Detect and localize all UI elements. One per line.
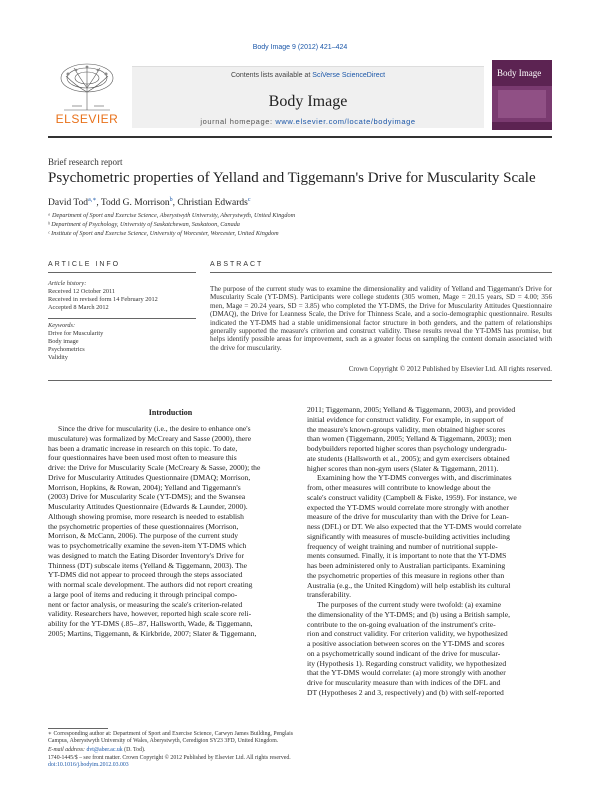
text-line: Morrison, & McCann, 2006). The purpose of the current study [48,531,239,541]
text-line: Although showing promise, more research is needed to establish [48,511,244,521]
text-line: (2003) Drive for Muscularity Scale (YT-DMS); and the Swansea [48,492,246,502]
journal-title: Body Image [268,93,348,110]
masthead-divider [48,136,552,138]
text-line: with normal scale development. The authors did not report creating [48,580,253,589]
email-link[interactable]: dvt@aber.ac.uk [86,747,123,753]
masthead [48,60,552,130]
introduction-heading: Introduction [148,408,193,417]
cover-figure [498,90,546,118]
email-line [48,747,552,755]
text-line: ness (DFL) or DT. We also expected that the YT-DMS would correlate [307,522,522,531]
text-line: Morrison, Hopkins, & Rowan, 2004); Yelland and Tiggemann's [48,482,241,492]
text-line: the psychometric properties of these questionnaires (Morrison, [48,521,239,531]
text-line: has been a dramatic increase in research on this topic. To date, [48,443,238,453]
text-line: Australia (e.g., the United Kingdom) will help establish its cultural [307,580,511,590]
keyword: Body image [48,338,79,345]
doi-link[interactable]: doi:10.1016/j.bodyim.2012.03.003 [48,762,129,768]
corresponding-author-footnote [48,731,293,745]
author-name: David Tod [48,198,89,209]
article-title: Psychometric properties of Yelland and Tiggemann's Drive for Muscularity Scale [48,170,536,186]
keywords [48,322,196,362]
keyword: Psychometrics [48,346,85,353]
text-line: Thinness (DT) subscale items (Yelland & Tiggemann, 2003). The [48,560,248,570]
sciencedirect-link[interactable]: SciVerse ScienceDirect [312,72,386,79]
text-line: ability for the YT-DMS (.85–.87, Hallsworth, Wade, & Tiggemann, [48,619,253,628]
right-column [307,405,552,698]
cover-title: Body Image [497,68,542,78]
text-line: has been administered only to Australian participants. Examining [307,561,506,570]
text-line: musculature) was formalized by McCreary and Sasse (2000), there [48,433,252,443]
text-line: that the YT-DMS would correlate: (a) more strongly with another [307,668,506,678]
text-line: was designed to match the Eating Disorder Inventory's Drive for [48,550,245,560]
text-line: ments consumed. Finally, it is important to note that the YT-DMS [307,551,507,561]
contents-line [132,72,484,79]
footnote-rule [48,728,108,729]
history-item: Accepted 8 March 2012 [48,304,109,311]
author-name: Christian Edwards [177,198,248,209]
text-line: drive for muscularity measure than with indices of the DFL and [307,678,501,687]
text-line: than women (Tiggemann, 2005; Yelland & Tiggemann, 2003); men [307,434,512,444]
text-line: DT (Hypotheses 2 and 3, respectively) and (b) with self-reported [307,687,504,697]
journal-cover-image[interactable] [492,60,552,130]
text-line: Examining how the YT-DMS converges with, and discriminates [317,473,512,483]
contents-prefix: Contents lists available at [230,72,313,79]
text-line: drive: the Drive for Muscularity Scale (McCreary & Sasse, 2000); the [48,463,261,472]
text-line: validity. Researchers have, however, reported high scale score reli- [48,609,252,619]
author-affiliation-mark[interactable]: c [247,197,251,203]
text-line: expected the YT-DMS would correlate more strongly with another [307,502,509,512]
journal-reference[interactable]: Body Image 9 (2012) 421–424 [252,44,348,51]
text-line: a positive association between scores on the YT-DMS and scores [307,639,505,648]
abstract-rule [210,272,552,273]
text-line: the measure's known-groups validity, men obtained higher scores [307,424,506,434]
text-line: ity (Hypothesis 1). Regarding construct validity, we hypothesized [307,658,507,668]
history-label: Article history: [48,280,87,287]
publisher-name: ELSEVIER [55,112,119,126]
elsevier-tree-icon [54,62,120,112]
email-suffix: (D. Tod). [122,747,146,753]
text-line: a large pool of items and reducing it through principal compo- [48,589,238,599]
text-line: higher scores than non-gym users (Slater & Tiggemann, 2011). [307,463,499,473]
journal-header-box [132,66,484,128]
text-line: Muscularity Attitudes Questionnaire (Edwards & Launder, 2000). [48,502,248,511]
text-line: was to psychometrically examine the seven-item YT-DMS which [48,541,247,550]
left-column [48,424,293,639]
info-rule [48,272,196,273]
email-label: E-mail address: [48,747,87,753]
footnote-text: ∗ Corresponding author at: Department of Sport and Exercise Science, Carwyn James Building, Penglais Campus, Aberystwyth University of Wales, Aberystwyth, Ceredigion SY23 3FD, United Kingdom. [48,731,293,744]
author-affiliation-mark[interactable]: a,∗ [88,197,97,203]
homepage-line [132,117,484,126]
keywords-rule [48,318,196,319]
author-list: David Tod$^{a,∗}$, Todd G. Morrison$^b$, Christian Edwards$^c$ [48,197,251,209]
copyright-notice: Crown Copyright © 2012 Published by Elsevier Ltd. All rights reserved. [348,365,552,373]
text-line: from, other measures will contribute to knowledge about the [307,483,491,492]
keyword: Validity [48,354,68,361]
text-line: four questionnaires have been used most often to measure this [48,453,237,463]
text-line: nent or factor analysis, or measuring the scale's criterion-related [48,599,243,609]
elsevier-logo[interactable] [48,60,126,130]
text-line: scale's construct validity (Campbell & Fiske, 1959). For instance, we [307,492,517,502]
affiliation: ᵃ Department of Sport and Exercise Science, Aberystwyth University, Aberystwyth, United Kingdom [48,212,296,219]
homepage-link[interactable]: www.elsevier.com/locate/bodyimage [275,117,416,126]
keywords-label: Keywords: [48,322,76,329]
text-line: rion and construct validity. For criterion validity, we hypothesized [307,629,508,639]
text-line: on a psychometrically sound indicant of the drive for muscular- [307,648,501,658]
article-history [48,280,196,312]
history-item: Received 12 October 2011 [48,288,116,295]
author-name: Todd G. Morrison [100,198,170,209]
text-line: initial evidence for construct validity. For example, in support of [307,414,504,424]
text-line: 2011; Tiggemann, 2005; Yelland & Tiggemann, 2003), and provided [307,405,516,414]
text-line: ate students (Hallsworth et al., 2005); and gym exercisers obtained [307,453,510,463]
abstract-bottom-rule [48,380,552,381]
text-line: measure of the drive for muscularity than with the Drive for Lean- [307,512,509,522]
article-info-heading: ARTICLE INFO [48,261,121,268]
abstract-text: The purpose of the current study was to examine the dimensionality and validity of Yelland and Tiggemann's Drive for Muscularity Scale (YT-DMS). Participants were college students (305 women, Mage = 20.15 years, SD = 4.00; 356 men, Mage = 20.24 years, SD = 3.85) who completed the YT-DMS, the Drive for Muscularity Attitudes Questionnaire (DMAQ), the Drive for Leanness Scale, the Drive for Thinness Scale, and a socio-demographic questionnaire. Results indicated the YT-DMS had a stable unidimensional factor structure in both genders, and the pattern of relationships generally supported the measure's criterion and construct validity. These results reveal the YT-DMS has promise, but helps identify possible areas for improvement, such as a greater focus on sampling the content domain associated with the drive for muscularity. [210,285,552,352]
homepage-prefix: journal homepage: [200,117,276,126]
affiliation: ᶜ Institute of Sport and Exercise Science, University of Worcester, Worcester, United Kingdom [48,230,279,237]
text-line: 2005; Martins, Tiggemann, & Kirkbride, 2007; Slater & Tiggemann, [48,628,257,638]
abstract-heading: ABSTRACT [210,261,264,268]
text-line: Since the drive for muscularity (i.e., the desire to enhance one's [58,424,251,433]
affiliation: ᵇ Department of Psychology, University of Saskatchewan, Saskatoon, Canada [48,221,240,228]
issn-line: 1740-1445/$ – see front matter. Crown Copyright © 2012 Published by Elsevier Ltd. All rights reserved. [48,754,291,761]
text-line: the psychometric properties of this measure in regions other than [307,570,505,580]
text-line: contribute to the on-going evaluation of the instrument's crite- [307,619,496,629]
text-line: YT-DMS did not appear to proceed through the steps associated [48,570,243,580]
text-line: frequency of weight training and number of nutritional supple- [307,541,498,551]
history-item: Received in revised form 14 February 2012 [48,296,158,303]
text-line: significantly with measures of muscle-building activities including [307,531,510,541]
bottom-info [48,747,552,770]
text-line: the dimensionality of the YT-DMS; and (b) using a British sample, [307,609,510,619]
text-line: bodybuilders reported higher scores than psychology undergradu- [307,444,507,453]
author-affiliation-mark[interactable]: b [169,197,173,203]
text-line: The purposes of the current study were twofold: (a) examine [317,600,502,609]
keyword: Drive for Muscularity [48,330,104,337]
text-line: transferability. [307,590,351,600]
text-line: Drive for Muscularity Attitudes Questionnaire (DMAQ; Morrison, [48,472,251,482]
article-type: Brief research report [48,157,123,167]
